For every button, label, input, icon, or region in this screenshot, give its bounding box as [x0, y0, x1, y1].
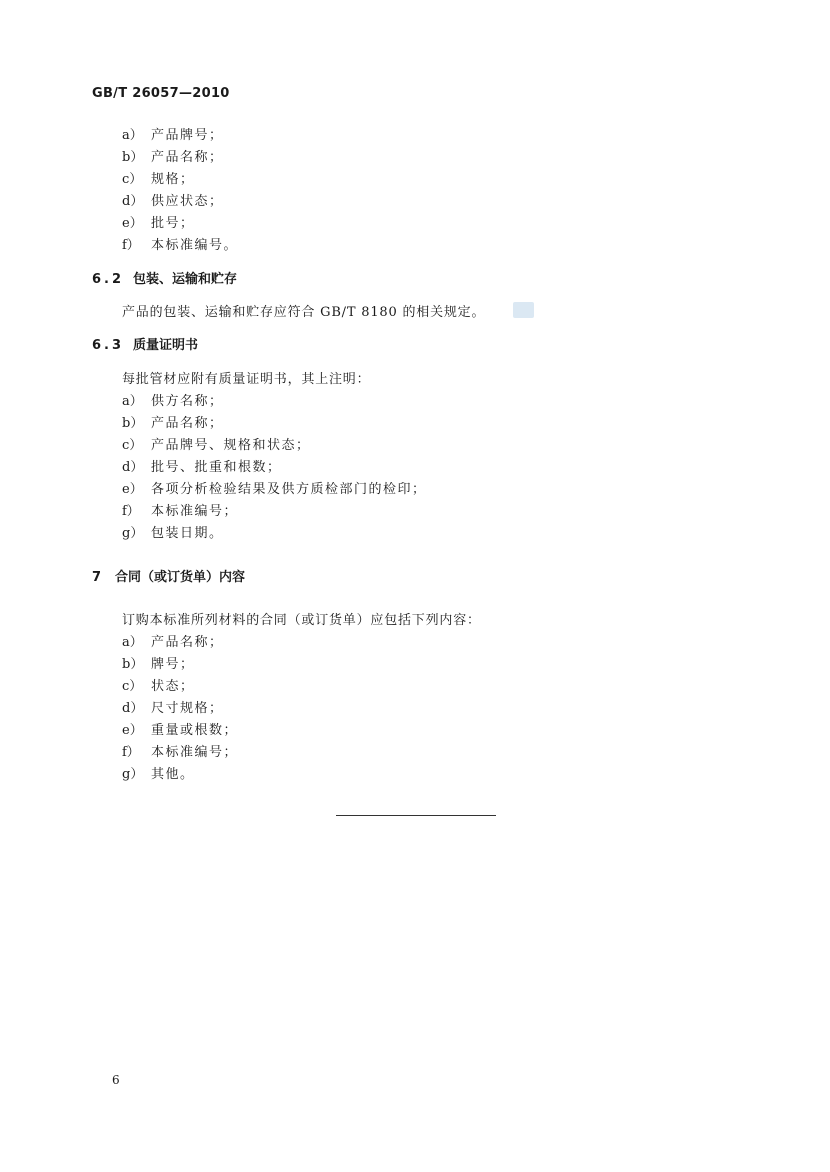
list-item: [122, 478, 427, 497]
list-item: [122, 390, 224, 409]
list-item: [122, 124, 224, 143]
list-item: [122, 212, 195, 231]
list-text: 包装日期。: [151, 526, 224, 541]
list-marker: c）: [122, 679, 143, 694]
list-item: [122, 631, 224, 650]
list-item: [122, 697, 224, 716]
list-text: 批号；: [151, 216, 195, 231]
list-marker: g）: [122, 767, 144, 782]
list-text: 尺寸规格；: [151, 701, 224, 716]
list-marker: d）: [122, 701, 144, 716]
list-item: [122, 500, 238, 519]
list-item: [122, 741, 238, 760]
list-marker: b）: [122, 150, 144, 165]
list-marker: e）: [122, 482, 143, 497]
standard-code: GB/T 26057—2010: [92, 86, 230, 101]
list-marker: g）: [122, 526, 144, 541]
list-text: 状态；: [151, 679, 195, 694]
paragraph-packaging: 产品的包装、运输和贮存应符合 GB/T 8180 的相关规定。: [122, 305, 486, 320]
list-marker: f）: [122, 504, 140, 519]
list-text: 供方名称；: [151, 394, 224, 409]
list-text: 规格；: [151, 172, 195, 187]
list-marker: b）: [122, 416, 144, 431]
list-marker: a）: [122, 128, 143, 143]
list-marker: b）: [122, 657, 144, 672]
list-text: 本标准编号；: [151, 745, 239, 760]
list-text: 各项分析检验结果及供方质检部门的检印；: [151, 482, 427, 497]
list-marker: d）: [122, 194, 144, 209]
list-text: 产品名称；: [151, 416, 224, 431]
sac-logo: [513, 302, 534, 318]
list-text: 重量或根数；: [151, 723, 239, 738]
section-number: 7: [92, 570, 102, 585]
list-text: 其他。: [151, 767, 195, 782]
list-marker: c）: [122, 172, 143, 187]
paragraph-contract-intro: 订购本标准所列材料的合同（或订货单）应包括下列内容：: [122, 613, 481, 628]
list-marker: f）: [122, 238, 140, 253]
list-text: 本标准编号。: [151, 238, 239, 253]
list-marker: e）: [122, 723, 143, 738]
list-item: [122, 456, 282, 475]
list-item: [122, 168, 195, 187]
section-heading-6-3: [92, 334, 198, 353]
section-number: 6.2: [92, 272, 125, 287]
section-number: 6.3: [92, 338, 125, 353]
list-item: [122, 234, 238, 253]
end-of-document-rule: [336, 815, 496, 816]
list-marker: a）: [122, 394, 143, 409]
list-text: 批号、批重和根数；: [151, 460, 282, 475]
list-item: [122, 412, 224, 431]
list-text: 产品名称；: [151, 635, 224, 650]
section-title: 质量证明书: [133, 338, 199, 353]
section-title: 包装、运输和贮存: [133, 272, 238, 287]
list-marker: f）: [122, 745, 140, 760]
list-marker: d）: [122, 460, 144, 475]
section-heading-7: [92, 566, 245, 585]
list-item: [122, 190, 224, 209]
list-item: [122, 763, 195, 782]
list-marker: a）: [122, 635, 143, 650]
list-item: [122, 719, 238, 738]
section-heading-6-2: [92, 268, 237, 287]
list-marker: e）: [122, 216, 143, 231]
list-text: 产品牌号；: [151, 128, 224, 143]
list-item: [122, 675, 195, 694]
list-item: [122, 434, 311, 453]
section-title: 合同（或订货单）内容: [115, 570, 246, 585]
list-item: [122, 522, 224, 541]
page-number: 6: [112, 1073, 120, 1087]
list-text: 牌号；: [151, 657, 195, 672]
list-marker: c）: [122, 438, 143, 453]
list-text: 供应状态；: [151, 194, 224, 209]
list-text: 产品牌号、规格和状态；: [151, 438, 311, 453]
list-item: [122, 653, 195, 672]
paragraph-certificate-intro: 每批管材应附有质量证明书，其上注明：: [122, 372, 371, 387]
list-text: 产品名称；: [151, 150, 224, 165]
list-item: [122, 146, 224, 165]
list-text: 本标准编号；: [151, 504, 239, 519]
